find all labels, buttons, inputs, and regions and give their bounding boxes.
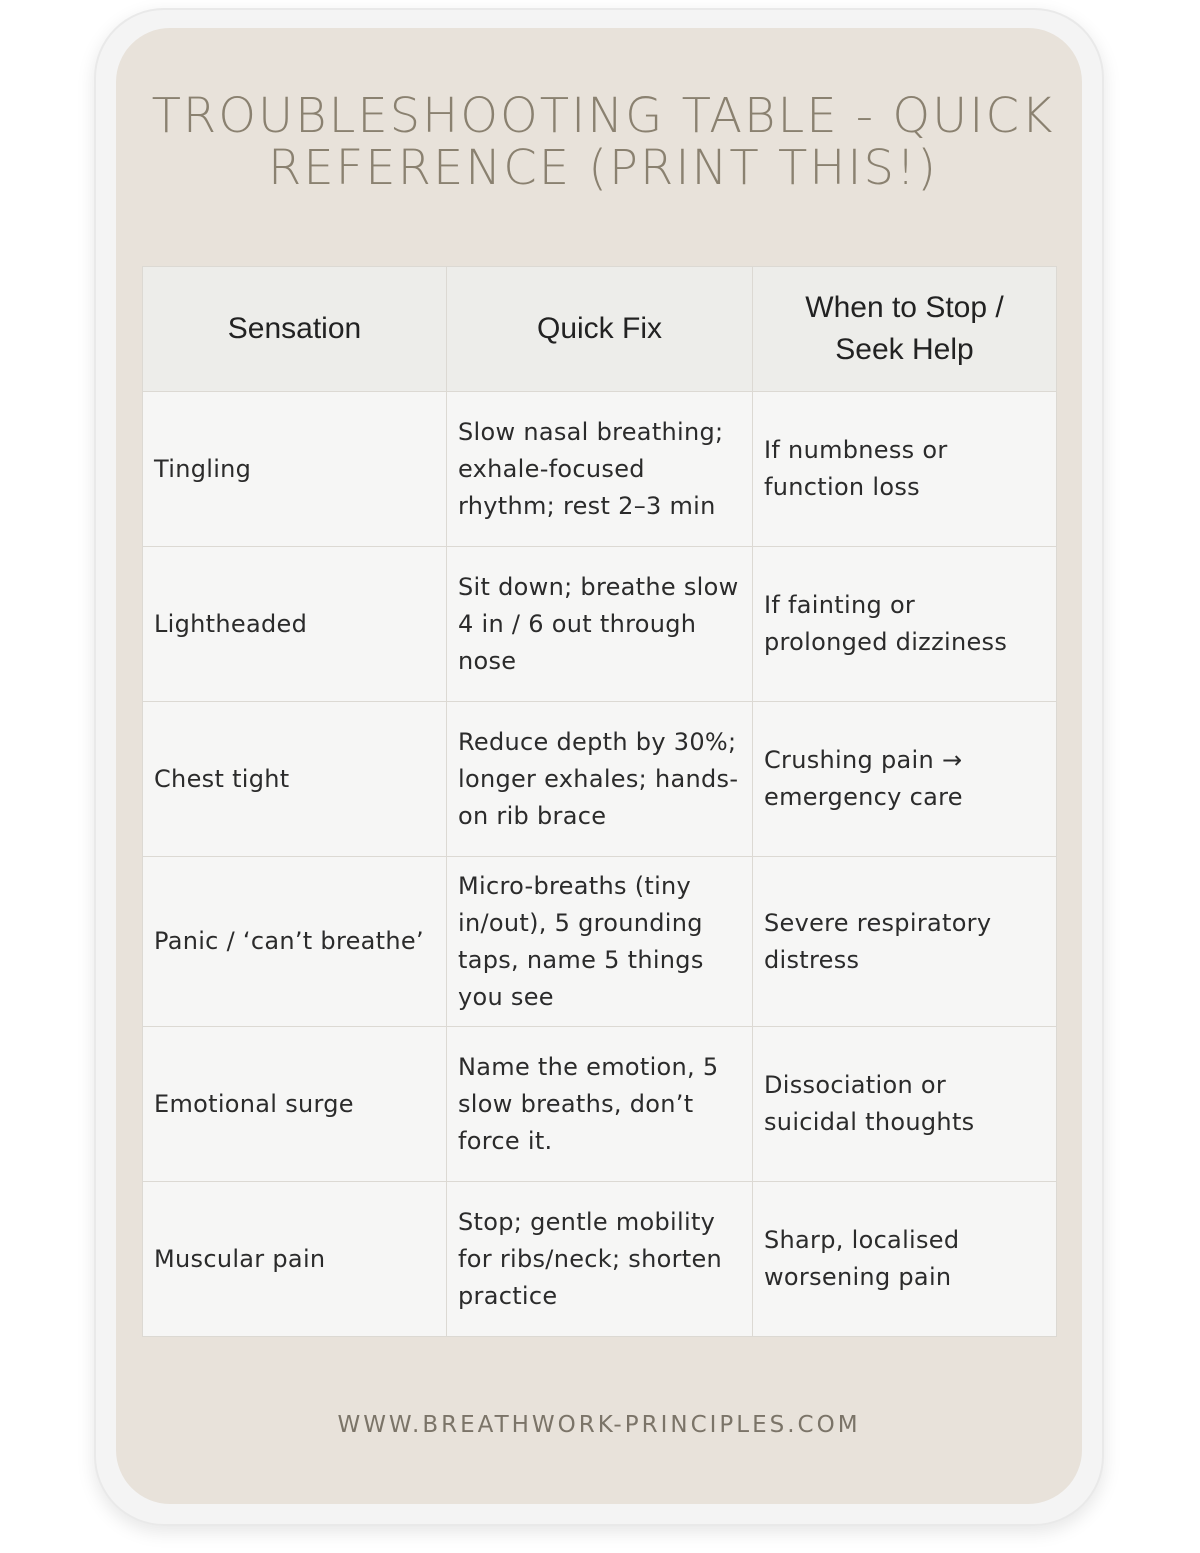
- cell-quick-fix: Stop; gentle mobility for ribs/neck; shorten practice: [447, 1182, 753, 1337]
- cell-sensation: Lightheaded: [143, 547, 447, 702]
- table-row: [143, 392, 1057, 547]
- cell-sensation: Emotional surge: [143, 1027, 447, 1182]
- cell-when-to-stop: Severe respiratory distress: [753, 857, 1057, 1027]
- cell-sensation: Tingling: [143, 392, 447, 547]
- tablet-frame: [94, 8, 1104, 1526]
- header-quick-fix: Quick Fix: [447, 267, 753, 392]
- cell-when-to-stop: Sharp, localised worsening pain: [753, 1182, 1057, 1337]
- cell-sensation: Panic / ‘can’t breathe’: [143, 857, 447, 1027]
- cell-sensation: Muscular pain: [143, 1182, 447, 1337]
- table-row: [143, 1027, 1057, 1182]
- cell-quick-fix: Micro-breaths (tiny in/out), 5 grounding taps, name 5 things you see: [447, 857, 753, 1027]
- troubleshooting-table: [142, 266, 1057, 1337]
- cell-quick-fix: Slow nasal breathing; exhale-focused rhythm; rest 2–3 min: [447, 392, 753, 547]
- cell-when-to-stop: If fainting or prolonged dizziness: [753, 547, 1057, 702]
- header-sensation: Sensation: [143, 267, 447, 392]
- cell-when-to-stop: Crushing pain → emergency care: [753, 702, 1057, 857]
- table-row: [143, 702, 1057, 857]
- website-url: WWW.BREATHWORK-PRINCIPLES.COM: [337, 1412, 861, 1438]
- table-header-row: [143, 267, 1057, 392]
- screen: [116, 28, 1082, 1504]
- table-row: [143, 857, 1057, 1027]
- table-row: [143, 1182, 1057, 1337]
- cell-quick-fix: Sit down; breathe slow 4 in / 6 out through nose: [447, 547, 753, 702]
- cell-quick-fix: Reduce depth by 30%; longer exhales; hands-on rib brace: [447, 702, 753, 857]
- title-line-1: TROUBLESHOOTING TABLE - QUICK: [151, 88, 1055, 144]
- cell-when-to-stop: If numbness or function loss: [753, 392, 1057, 547]
- cell-when-to-stop: Dissociation or suicidal thoughts: [753, 1027, 1057, 1182]
- cell-quick-fix: Name the emotion, 5 slow breaths, don’t force it.: [447, 1027, 753, 1182]
- cell-sensation: Chest tight: [143, 702, 447, 857]
- title-line-2: REFERENCE (PRINT THIS!): [268, 140, 938, 196]
- table-row: [143, 547, 1057, 702]
- page-title: [116, 90, 1082, 194]
- header-when-to-stop: When to Stop / Seek Help: [753, 267, 1057, 392]
